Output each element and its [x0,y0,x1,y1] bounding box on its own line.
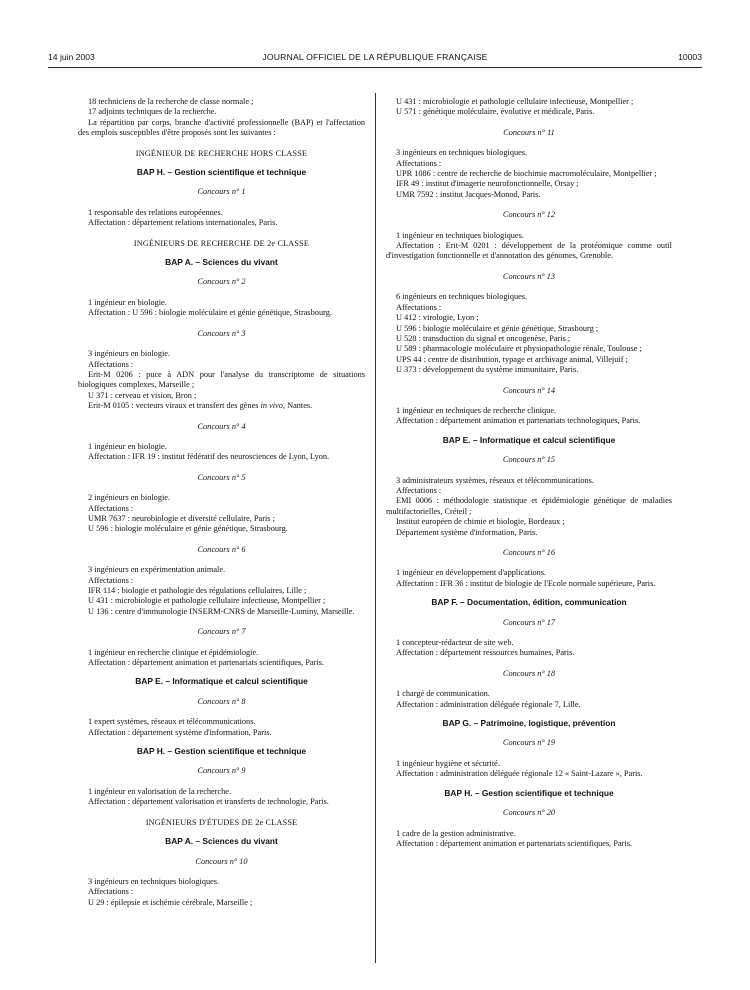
paragraph: UPS 44 : centre de distribution, typage et archivage animal, Villejuif ; [396,354,628,364]
paragraph: U 29 : épilepsie et ischémie cérébrale, Marseille ; [88,897,253,907]
concours-heading: Concours n° 1 [197,187,246,197]
bap-heading: BAP H. – Gestion scientifique et technique [444,787,614,798]
paragraph: 2 ingénieurs en biologie. [88,493,171,503]
paragraph: 3 administrateurs systèmes, réseaux et télécommunications. [396,475,594,485]
paragraph: 1 ingénieur en techniques biologiques. [396,230,524,240]
section-heading: INGÉNIEURS DE RECHERCHE DE 2e CLASSE [133,238,310,248]
bap-heading: BAP E. – Informatique et calcul scientifique [135,676,308,687]
concours-heading: Concours n° 14 [502,385,556,395]
section-heading: INGÉNIEURS D'ÉTUDES DE 2e CLASSE [145,817,298,827]
paragraph: Affectation : département ressources humaines, Paris. [396,648,575,658]
paragraph [78,401,365,411]
concours-heading: Concours n° 20 [502,808,556,818]
paragraph: UMR 7592 : institut Jacques-Monod, Paris. [396,189,541,199]
bap-heading: BAP H. – Gestion scientifique et technique [136,746,307,757]
paragraph: 17 adjoints techniques de la recherche. [88,107,217,117]
paragraph: IFR 114 : biologie et pathologie des régulations cellulaires, Lille ; [88,586,307,595]
paragraph: 1 ingénieur en biologie. [88,297,167,307]
paragraph: 3 ingénieurs en techniques biologiques. [396,148,528,158]
bap-heading: BAP H. – Gestion scientifique et technique [136,167,307,178]
concours-heading: Concours n° 16 [502,548,556,557]
paragraph: Affectation : département valorisation et transferts de technologie, Paris. [88,797,329,807]
paragraph: 1 ingénieur hygiène et sécurité. [396,758,500,768]
concours-heading: Concours n° 2 [197,277,246,287]
column-separator [375,93,376,963]
paragraph: U 412 : virologie, Lyon ; [396,313,479,323]
paragraph: 1 ingénieur en techniques de recherche clinique. [396,405,557,415]
page-header [48,52,702,66]
paragraph: U 371 : cerveau et vision, Bron ; [88,390,197,400]
concours-heading: Concours n° 7 [197,627,246,637]
concours-heading: Concours n° 18 [502,668,556,678]
paragraph: EMI 0006 : méthodologie statistique et épidémiologie génétique de maladies multifactorielles, Créteil ; [386,496,672,516]
paragraph: Affectation : département animation et partenariats scientifiques, Paris. [88,658,324,668]
paragraph: 1 expert systèmes, réseaux et télécommunications. [88,717,256,727]
paragraph: U 589 : pharmacologie moléculaire et physiopathologie rénale, Toulouse ; [396,344,642,354]
concours-heading: Concours n° 5 [197,472,246,482]
concours-heading: Concours n° 9 [197,766,246,776]
concours-heading: Concours n° 8 [197,696,246,706]
paragraph: Institut européen de chimie et biologie, Bordeaux ; [396,517,565,527]
paragraph: U 136 : centre d'immunologie INSERM-CNRS de Marseille-Luminy, Marseille. [88,606,355,616]
paragraph: UPR 1086 : centre de recherche de biochimie macromoléculaire, Montpellier ; [396,169,657,179]
paragraph: 18 techniciens de la recherche de classe normale ; [88,97,254,106]
section-heading: INGÉNIEUR DE RECHERCHE HORS CLASSE [135,148,308,158]
paragraph: U 431 : microbiologie et pathologie cellulaire infectieuse, Montpellier ; [396,97,634,106]
bap-heading: BAP A. – Sciences du vivant [165,836,278,847]
paragraph: 1 ingénieur en valorisation de la recherche. [88,786,232,796]
paragraph: Affectation : administration déléguée régionale 12 « Saint-Lazare », Paris. [396,769,643,779]
text-run: Erit-M 0105 : vecteurs viraux et transfert des gènes [88,401,261,411]
concours-heading: Concours n° 11 [503,127,555,137]
paragraph: U 596 : biologie moléculaire et génie génétique, Strasbourg ; [396,323,599,333]
paragraph: 3 ingénieurs en biologie. [88,349,171,359]
concours-heading: Concours n° 4 [197,421,246,431]
paragraph: U 528 : transduction du signal et oncogenèse, Paris ; [396,333,571,343]
paragraph: IFR 49 : institut d'imagerie neurofonctionnelle, Orsay ; [396,179,579,189]
paragraph: 1 ingénieur en biologie. [88,441,167,451]
paragraph: 1 chargé de communication. [396,689,490,699]
paragraph: Affectation : département système d'information, Paris. [88,727,272,737]
paragraph: Affectations : [396,485,442,495]
bap-heading: BAP F. – Documentation, édition, communication [431,597,627,608]
issue-date: 14 juin 2003 [48,52,95,62]
paragraph: Affectation : IFR 19 : institut fédératif des neurosciences de Lyon, Lyon. [88,452,330,462]
right-column [386,97,672,849]
paragraph: 6 ingénieurs en techniques biologiques. [396,292,528,302]
concours-heading: Concours n° 17 [502,617,556,627]
paragraph: U 431 : microbiologie et pathologie cellulaire infectieuse, Montpellier ; [88,596,326,606]
concours-heading: Concours n° 3 [197,328,246,338]
bap-heading: BAP G. – Patrimoine, logistique, prévention [442,718,616,729]
concours-heading: Concours n° 13 [502,271,556,281]
paragraph: Affectations : [88,887,134,897]
paragraph: Erit-M 0206 : puce à ADN pour l'analyse du transcriptome de situations biologiques complexes, Marseille ; [78,369,365,390]
paragraph: 1 cadre de la gestion administrative. [396,828,516,838]
paragraph: U 571 : génétique moléculaire, évolutive et médicale, Paris. [396,107,595,117]
page-number: 10003 [678,52,702,62]
paragraph: 1 responsable des relations européennes. [88,207,223,217]
paragraph: 1 ingénieur en développement d'applications. [396,568,547,578]
paragraph: Affectation : département relations internationales, Paris. [88,218,278,228]
left-column [78,97,365,908]
header-rule [48,67,702,68]
concours-heading: Concours n° 19 [502,738,556,748]
paragraph: U 596 : biologie moléculaire et génie génétique, Strasbourg. [88,524,288,534]
paragraph: Affectation : administration déléguée régionale 7, Lille. [396,699,581,709]
paragraph: La répartition par corps, branche d'activité professionnelle (BAP) et l'affectation des emplois susceptibles d'être proposés sont les suivantes : [78,117,365,138]
concours-heading: Concours n° 15 [502,455,556,465]
paragraph: Affectation : département animation et partenariats technologiques, Paris. [396,416,641,426]
paragraph: U 373 : développement du système immunitaire, Paris. [396,365,579,375]
italic-text: in vivo [260,401,283,411]
bap-heading: BAP E. – Informatique et calcul scientifique [442,434,616,445]
concours-heading: Concours n° 12 [502,210,556,220]
paragraph: 3 ingénieurs en techniques biologiques. [88,876,220,886]
journal-title: JOURNAL OFFICIEL DE LA RÉPUBLIQUE FRANÇAISE [262,52,488,62]
concours-heading: Concours n° 6 [197,544,246,554]
bap-heading: BAP A. – Sciences du vivant [165,257,278,268]
concours-heading: Concours n° 10 [195,856,248,866]
paragraph: Affectations : [396,302,442,312]
paragraph: Affectations : [88,359,134,369]
text-run: , Nantes. [282,401,313,411]
paragraph: Affectation : Erit-M 0201 : développement de la protéomique comme outil d'investigation fonctionnelle et d'annotation des génomes, Grenoble. [386,241,672,261]
paragraph: Affectations : [88,575,134,585]
paragraph: UMR 7637 : neurobiologie et diversité cellulaire, Paris ; [88,513,275,523]
paragraph: 3 ingénieurs en expérimentation animale. [88,565,226,575]
paragraph: 1 ingénieur en recherche clinique et épidémiologie. [88,647,259,657]
paragraph: Affectation : IFR 36 : institut de biologie de l'Ecole normale supérieure, Paris. [396,578,656,588]
paragraph: Affectations : [88,503,134,513]
paragraph: Affectations : [396,158,442,168]
paragraph: Département système d'information, Paris. [396,527,538,537]
paragraph: 1 concepteur-rédacteur de site web. [396,638,514,648]
paragraph: Affectation : U 596 : biologie moléculaire et génie génétique, Strasbourg. [88,308,332,318]
paragraph: Affectation : département animation et partenariats scientifiques, Paris. [396,838,632,848]
